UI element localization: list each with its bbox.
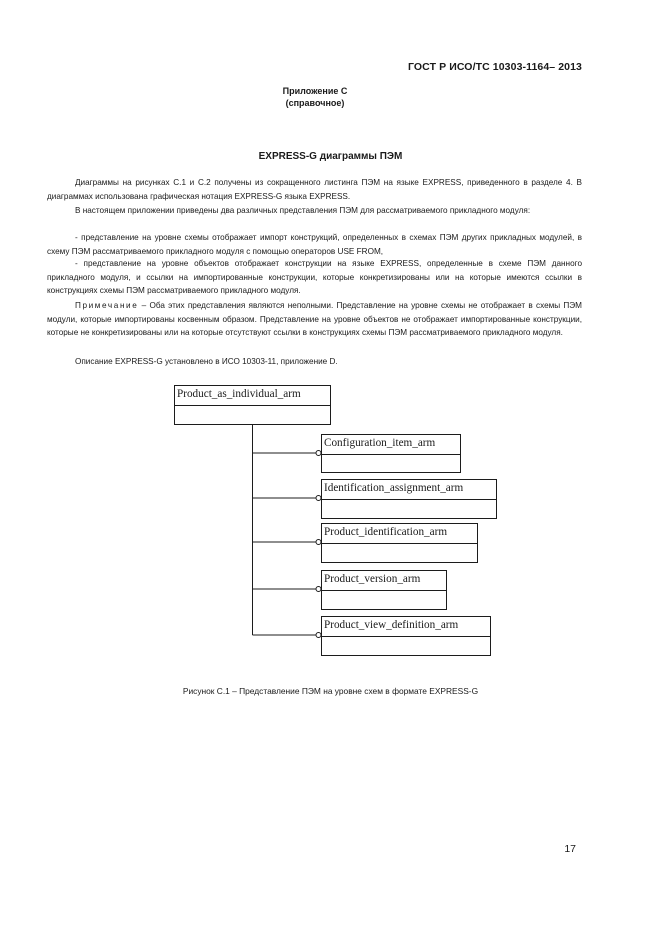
- paragraph-schema-level: - представление на уровне схемы отображает импорт конструкций, определенных в схемах ПЭМ других прикладных модулей, в схему ПЭМ рассматриваемого прикладного модуля с помощью операторов USE FROM,: [47, 233, 582, 256]
- section-title: EXPRESS-G диаграммы ПЭМ: [258, 151, 403, 162]
- annex-status: (справочное): [285, 97, 345, 108]
- entity-name: Product_version_arm: [322, 571, 446, 591]
- figure-caption: Рисунок С.1 – Представление ПЭМ на уровне схем в формате EXPRESS-G: [182, 686, 479, 696]
- note-label: Примечание: [75, 301, 139, 310]
- paragraph-representations: В настоящем приложении приведены два различных представления ПЭМ для рассматриваемого прикладного модуля:: [75, 206, 531, 215]
- paragraph-intro: Диаграммы на рисунках С.1 и С.2 получены из сокращенного листинга ПЭМ на языке EXPRESS, приведенного в разделе 4. В диаграммах использована графическая нотация EXPRESS-G языка EXPRESS.: [47, 178, 582, 201]
- entity-name: Identification_assignment_arm: [322, 480, 496, 500]
- connector-circle-icon: [316, 451, 321, 456]
- entity-root-name: Product_as_individual_arm: [175, 386, 330, 406]
- entity-name: Configuration_item_arm: [322, 435, 460, 455]
- connector-circle-icon: [316, 587, 321, 592]
- entity-product-version: [321, 570, 447, 610]
- reference-paragraph: Описание EXPRESS-G установлено в ИСО 10303-11, приложение D.: [75, 357, 338, 366]
- annex-title: Приложение С: [282, 86, 348, 96]
- entity-product-view-definition: [321, 616, 491, 656]
- entity-name: Product_identification_arm: [322, 524, 477, 544]
- page-number: 17: [564, 843, 576, 855]
- note-text: – Оба этих представления являются неполными. Представление на уровне схемы не отображает в схемы ПЭМ модули, которые импортированы косвенным образом. Представление на уровне объектов не отображает импортированные конструкции, которые не конкретизированы или на которые отсутствуют ссылки в конструкциях схемы ПЭМ рассматриваемого прикладного модуля.: [47, 301, 583, 338]
- entity-name: Product_view_definition_arm: [322, 617, 490, 637]
- connector-circle-icon: [316, 633, 321, 638]
- connector-circle-icon: [316, 540, 321, 545]
- entity-root: [174, 385, 331, 425]
- entity-configuration-item: [321, 434, 461, 473]
- connector-circle-icon: [316, 496, 321, 501]
- entity-identification-assignment: [321, 479, 497, 519]
- paragraph-object-level: - представление на уровне объектов отображает конструкции на языке EXPRESS, определенные в схеме ПЭМ данного прикладного модуля, и ссылки на импортированные конструкции, которые конкретизированы или на которые имеются ссылки в конструкциях схемы ПЭМ рассматриваемого прикладного модуля.: [47, 259, 582, 296]
- note-paragraph: [47, 299, 582, 340]
- annex-heading: [200, 86, 430, 109]
- entity-product-identification: [321, 523, 478, 563]
- document-header: ГОСТ Р ИСО/ТС 10303-1164– 2013: [407, 61, 582, 73]
